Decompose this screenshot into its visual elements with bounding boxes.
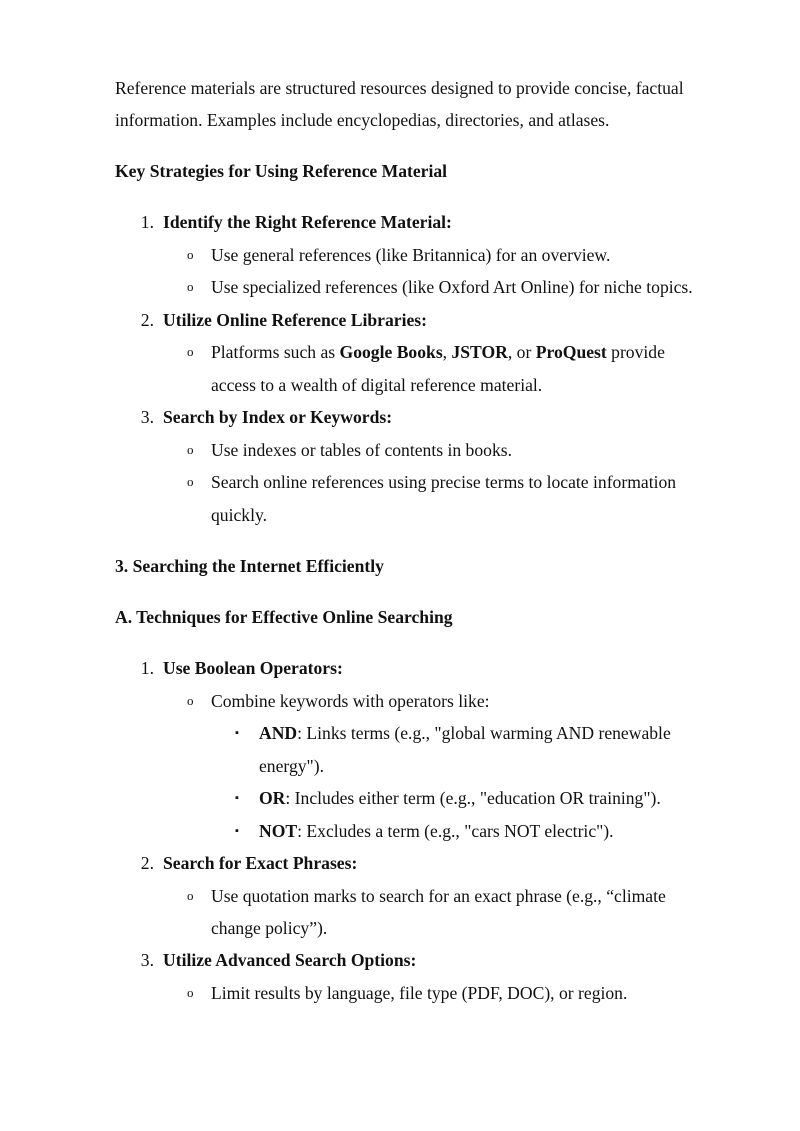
- subheading-a: [115, 601, 453, 634]
- intro-text-2: information. Examples include encyclopedias, directories, and atlases.: [115, 110, 610, 130]
- list-number: 3.: [140, 407, 154, 427]
- sub-bullet-text: quickly.: [211, 505, 268, 525]
- sub-bullet-text: Platforms such as Google Books, JSTOR, or ProQuest provide: [211, 342, 665, 362]
- bullet-circle-icon: o: [187, 247, 194, 262]
- heading-section-3: [115, 550, 384, 583]
- sub-bullet-text: Use specialized references (like Oxford Art Online) for niche topics.: [211, 277, 693, 297]
- intro-text-1: Reference materials are structured resources designed to provide concise, factual: [115, 78, 684, 98]
- list-item-title: Use Boolean Operators:: [163, 658, 343, 678]
- sub-sub-bullet-text: OR: Includes either term (e.g., "education OR training").: [259, 788, 661, 808]
- bullet-circle-icon: o: [187, 985, 194, 1000]
- bullet-circle-icon: o: [187, 474, 194, 489]
- bullet-circle-icon: o: [187, 888, 194, 903]
- bullet-circle-icon: o: [187, 344, 194, 359]
- sub-sub-bullet-text: AND: Links terms (e.g., "global warming AND renewable: [259, 723, 671, 743]
- list-item-title: Utilize Advanced Search Options:: [163, 950, 417, 970]
- sub-bullet-text: change policy”).: [211, 918, 328, 938]
- sub-sub-bullet-text: energy").: [259, 756, 324, 776]
- intro-line-2: [115, 104, 609, 137]
- bullet-circle-icon: o: [187, 693, 194, 708]
- bold-term: NOT: [259, 821, 298, 841]
- bullet-square-icon: ▪: [235, 825, 239, 837]
- list-number: 2.: [140, 310, 154, 330]
- sub-bullet-text: Limit results by language, file type (PDF, DOC), or region.: [211, 983, 628, 1003]
- list-item-title: Search for Exact Phrases:: [163, 853, 358, 873]
- bullet-circle-icon: o: [187, 442, 194, 457]
- bullet-square-icon: ▪: [235, 792, 239, 804]
- heading-section-3-text: 3. Searching the Internet Efficiently: [115, 556, 384, 576]
- sub-bullet-text: Combine keywords with operators like:: [211, 691, 490, 711]
- sub-sub-bullet-text: NOT: Excludes a term (e.g., "cars NOT electric").: [259, 821, 614, 841]
- bold-term: JSTOR: [451, 342, 508, 362]
- sub-bullet-text: access to a wealth of digital reference material.: [211, 375, 543, 395]
- sub-bullet-text: Use general references (like Britannica) for an overview.: [211, 245, 611, 265]
- list-item-title: Identify the Right Reference Material:: [163, 212, 452, 232]
- bullet-circle-icon: o: [187, 279, 194, 294]
- list-number: 2.: [140, 853, 154, 873]
- bullet-square-icon: ▪: [235, 727, 239, 739]
- heading-key-strategies-text: Key Strategies for Using Reference Material: [115, 161, 448, 181]
- list-item-title: Utilize Online Reference Libraries:: [163, 310, 427, 330]
- list-number: 3.: [140, 950, 154, 970]
- subheading-a-text: A. Techniques for Effective Online Searching: [115, 607, 453, 627]
- list-number: 1.: [140, 212, 154, 232]
- sub-bullet-text: Use indexes or tables of contents in books.: [211, 440, 512, 460]
- list-item-title: Search by Index or Keywords:: [163, 407, 393, 427]
- bold-term: Google Books: [339, 342, 443, 362]
- bold-term: ProQuest: [535, 342, 607, 362]
- bold-term: AND: [259, 723, 298, 743]
- bold-term: OR: [259, 788, 286, 808]
- heading-key-strategies: [115, 155, 447, 188]
- sub-bullet-text: Search online references using precise terms to locate information: [211, 472, 677, 492]
- list-number: 1.: [140, 658, 154, 678]
- sub-bullet-text: Use quotation marks to search for an exact phrase (e.g., “climate: [211, 886, 666, 906]
- intro-line-1: [115, 72, 684, 105]
